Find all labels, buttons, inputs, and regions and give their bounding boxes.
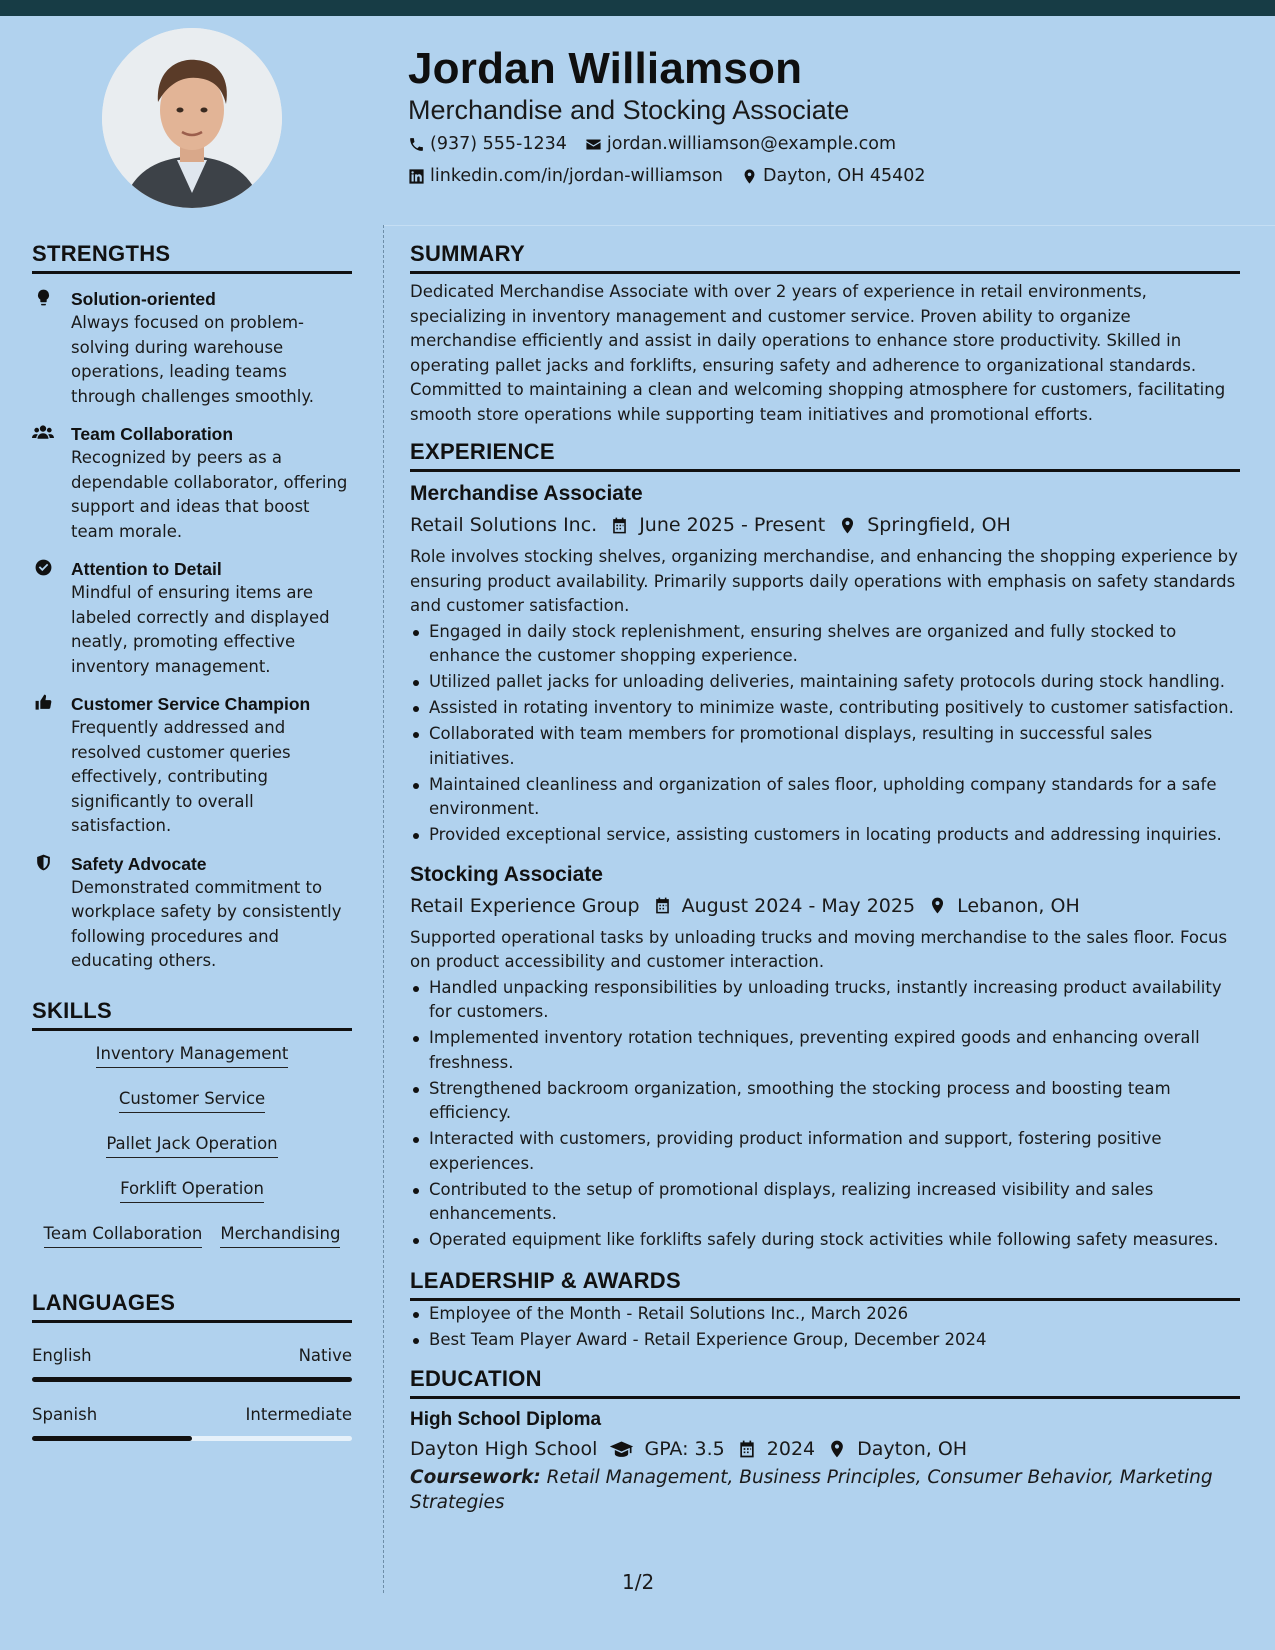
language-bar-fill xyxy=(32,1436,192,1441)
right-column xyxy=(410,241,1240,1515)
list-item: Collaborated with team members for promotional displays, resulting in successful sales initiatives. xyxy=(410,722,1240,771)
strength-title: Attention to Detail xyxy=(71,559,222,579)
language-level: Intermediate xyxy=(245,1404,352,1424)
strengths-heading: STRENGTHS xyxy=(32,241,352,274)
job-dates: August 2024 - May 2025 xyxy=(681,894,916,917)
strength-title: Customer Service Champion xyxy=(71,694,311,714)
left-column xyxy=(32,241,352,1441)
candidate-title: Merchandise and Stocking Associate xyxy=(408,95,850,125)
awards-heading: LEADERSHIP & AWARDS xyxy=(410,1268,1240,1301)
education-gpa: GPA: 3.5 xyxy=(644,1438,725,1460)
location-text: Dayton, OH 45402 xyxy=(762,166,926,186)
skill-tag: Pallet Jack Operation xyxy=(106,1133,277,1158)
coursework-text: Retail Management, Business Principles, Consumer Behavior, Marketing Strategies xyxy=(410,1467,1213,1513)
strength-desc: Recognized by peers as a dependable collaborator, offering support and ideas that boost team morale. xyxy=(71,448,348,541)
list-item: Handled unpacking responsibilities by unloading trucks, instantly increasing product availability for customers. xyxy=(410,976,1240,1025)
language-bar xyxy=(32,1377,352,1382)
language-item xyxy=(32,1404,352,1441)
contact-location xyxy=(741,166,926,186)
job-entry xyxy=(410,479,1240,848)
lightbulb-icon xyxy=(34,288,53,307)
job-location: Lebanon, OH xyxy=(957,894,1080,917)
job-description: Supported operational tasks by unloading trucks and moving merchandise to the sales floor. Focus on product accessibility and customer interaction. xyxy=(410,927,1228,971)
envelope-icon xyxy=(585,136,602,153)
job-meta xyxy=(410,511,1240,539)
thumbs-up-icon xyxy=(34,693,53,712)
strength-item xyxy=(32,852,352,974)
calendar-icon xyxy=(653,896,672,915)
list-item: Strengthened backroom organization, smoothing the stocking process and boosting team efficiency. xyxy=(410,1077,1240,1126)
strength-desc: Demonstrated commitment to workplace safety by consistently following procedures and educating others. xyxy=(71,877,342,970)
skills-list xyxy=(32,1031,352,1268)
language-bar xyxy=(32,1436,352,1441)
map-pin-icon xyxy=(741,168,758,185)
page-number: 1/2 xyxy=(622,1570,655,1594)
job-company: Retail Experience Group xyxy=(410,894,640,917)
experience-heading: EXPERIENCE xyxy=(410,439,1240,472)
job-bullets xyxy=(410,620,1240,848)
skill-tag: Merchandising xyxy=(220,1223,340,1248)
map-pin-icon xyxy=(827,1439,847,1459)
skill-tag: Customer Service xyxy=(119,1088,265,1113)
job-meta xyxy=(410,892,1240,920)
strength-desc: Frequently addressed and resolved customer queries effectively, contributing significantly to overall satisfaction. xyxy=(71,718,291,835)
strength-item xyxy=(32,422,352,544)
job-title: Merchandise Associate xyxy=(410,482,643,505)
column-divider xyxy=(383,225,384,1593)
language-name: Spanish xyxy=(32,1404,98,1424)
strength-desc: Always focused on problem-solving during warehouse operations, leading teams through challenges smoothly. xyxy=(71,313,314,406)
list-item: Employee of the Month - Retail Solutions Inc., March 2026 xyxy=(410,1302,1240,1327)
summary-heading: SUMMARY xyxy=(410,241,1240,274)
education-location: Dayton, OH xyxy=(857,1438,968,1460)
check-circle-icon xyxy=(34,558,53,577)
phone-text: (937) 555-1234 xyxy=(430,134,567,154)
calendar-icon xyxy=(610,516,629,535)
list-item: Provided exceptional service, assisting customers in locating products and addressing inquiries. xyxy=(410,823,1240,848)
job-company: Retail Solutions Inc. xyxy=(410,514,598,536)
profile-photo xyxy=(102,28,282,208)
list-item: Contributed to the setup of promotional displays, realizing increased visibility and sales enhancements. xyxy=(410,1178,1240,1227)
list-item: Interacted with customers, providing product information and support, fostering positive experiences. xyxy=(410,1127,1240,1176)
strength-item xyxy=(32,287,352,409)
contact-linkedin[interactable] xyxy=(408,166,723,186)
linkedin-text: linkedin.com/in/jordan-williamson xyxy=(430,166,723,186)
list-item: Utilized pallet jacks for unloading deliveries, maintaining safety protocols during stock handling. xyxy=(410,670,1240,695)
languages-heading: LANGUAGES xyxy=(32,1290,352,1323)
list-item: Engaged in daily stock replenishment, ensuring shelves are organized and fully stocked to enhance the customer shopping experience. xyxy=(410,620,1240,669)
header-divider xyxy=(383,225,1275,226)
skill-tag: Inventory Management xyxy=(96,1043,289,1068)
shield-icon xyxy=(34,853,53,872)
linkedin-icon xyxy=(408,168,425,185)
contact-row-2 xyxy=(408,166,944,186)
list-item: Best Team Player Award - Retail Experience Group, December 2024 xyxy=(410,1328,1240,1353)
education-heading: EDUCATION xyxy=(410,1366,1240,1399)
strength-item xyxy=(32,557,352,679)
users-icon xyxy=(32,423,54,442)
language-item xyxy=(32,1345,352,1382)
map-pin-icon xyxy=(928,896,947,915)
strength-title: Solution-oriented xyxy=(71,289,216,309)
phone-icon xyxy=(408,136,425,153)
summary-text: Dedicated Merchandise Associate with over 2 years of experience in retail environments, specializing in inventory management and customer service. Proven ability to organize merchandise efficiently and assist in daily operations to enhance store productivity. Skilled in operating pallet jacks and forklifts, ensuring safety and adherence to organizational standards. Committed to maintaining a clean and welcoming shopping atmosphere for customers, facilitating smooth store operations while supporting team initiatives and promotional efforts. xyxy=(410,282,1226,424)
top-accent-bar xyxy=(0,0,1275,16)
strength-title: Safety Advocate xyxy=(71,853,207,874)
skills-heading: SKILLS xyxy=(32,998,352,1031)
list-item: Implemented inventory rotation techniques, preventing expired goods and enhancing overall freshness. xyxy=(410,1026,1240,1075)
list-item: Assisted in rotating inventory to minimize waste, contributing positively to customer satisfaction. xyxy=(410,696,1240,721)
job-entry xyxy=(410,860,1240,1253)
skill-tag: Team Collaboration xyxy=(44,1223,203,1248)
strength-desc: Mindful of ensuring items are labeled correctly and displayed neatly, promoting effective inventory management. xyxy=(71,583,330,676)
coursework-label: Coursework: xyxy=(410,1467,541,1488)
map-pin-icon xyxy=(838,516,857,535)
education-degree: High School Diploma xyxy=(410,1409,602,1430)
language-bar-fill xyxy=(32,1377,352,1382)
education-meta xyxy=(410,1435,1240,1463)
strength-item xyxy=(32,692,352,839)
job-location: Springfield, OH xyxy=(867,514,1011,536)
job-bullets xyxy=(410,976,1240,1253)
awards-list xyxy=(410,1302,1240,1353)
strength-title: Team Collaboration xyxy=(71,424,234,444)
list-item: Maintained cleanliness and organization of sales floor, upholding company standards for a safe environment. xyxy=(410,773,1240,822)
candidate-name: Jordan Williamson xyxy=(408,44,803,93)
education-year: 2024 xyxy=(766,1438,816,1460)
education-school: Dayton High School xyxy=(410,1438,598,1460)
contact-phone[interactable] xyxy=(408,134,567,154)
education-coursework xyxy=(410,1466,1240,1515)
language-name: English xyxy=(32,1345,92,1365)
list-item: Operated equipment like forklifts safely during stock activities while following safety measures. xyxy=(410,1228,1240,1253)
job-dates: June 2025 - Present xyxy=(639,514,826,536)
job-title: Stocking Associate xyxy=(410,862,603,886)
calendar-icon xyxy=(737,1439,757,1459)
contact-row-1 xyxy=(408,134,914,154)
job-description: Role involves stocking shelves, organizing merchandise, and enhancing the shopping experience by ensuring product availability. Primarily supports daily operations with emphasis on safety standards and customer satisfaction. xyxy=(410,547,1238,615)
email-text: jordan.williamson@example.com xyxy=(606,134,897,154)
skill-tag: Forklift Operation xyxy=(120,1178,264,1203)
contact-email[interactable] xyxy=(585,134,896,154)
language-level: Native xyxy=(298,1345,352,1365)
graduation-cap-icon xyxy=(609,1439,634,1459)
